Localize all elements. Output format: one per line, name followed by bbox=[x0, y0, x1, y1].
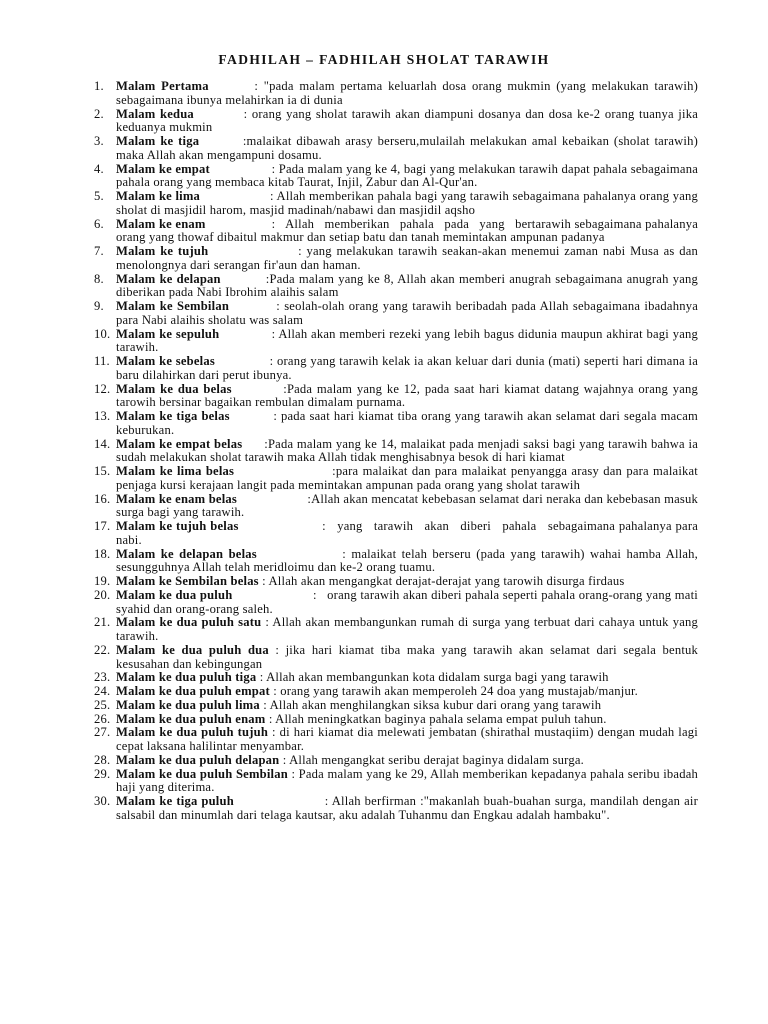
list-item bbox=[78, 381, 702, 411]
item-label: Malam ke Sembilan belas bbox=[116, 574, 259, 588]
item-number: 16. bbox=[94, 491, 111, 506]
item-text: :Pada malam yang ke 12, pada saat hari kiamat datang wajahnya orang yang tarowih bersinar bagaikan rembulan dimalam purnama. bbox=[116, 381, 702, 410]
item-label: Malam Pertama bbox=[116, 79, 209, 93]
item-text: : Allah berfirman :"makanlah buah-buahan surga, mandilah dengan air salsabil dan minumlah dari telaga kautsar, aku adalah Tuhanmu dan Engkau adalah hambaku". bbox=[116, 794, 702, 822]
list-item bbox=[78, 587, 702, 617]
item-text: :para malaikat dan para malaikat penyangga arasy dan para malaikat penjaga kursi kerajaan langit pada memintakan ampunan pada orang yang sholat tarawih bbox=[116, 464, 702, 492]
item-number: 6. bbox=[94, 216, 104, 231]
item-text: : Allah meningkatkan baginya pahala selama empat puluh tahun. bbox=[265, 711, 607, 726]
list-item bbox=[78, 642, 702, 672]
fadhilah-list bbox=[78, 79, 702, 823]
item-text: : Pada malam yang ke 29, Allah memberikan kepadanya pahala seribu ibadah haji yang diterima. bbox=[116, 766, 702, 795]
list-item bbox=[78, 794, 702, 823]
item-label: Malam ke tiga puluh bbox=[116, 794, 234, 808]
item-number: 29. bbox=[94, 766, 111, 781]
item-text: : Pada malam yang ke 4, bagi yang melakukan tarawih dapat pahala sebagaimana pahala orang yang membaca kitab Taurat, Injil, Zabur dan Al-Qur'an. bbox=[116, 161, 702, 190]
item-number: 4. bbox=[94, 161, 104, 176]
item-text: : Allah akan membangunkan kota didalam surga bagi yang tarawih bbox=[256, 670, 609, 685]
item-text: :malaikat dibawah arasy berseru,mulailah melakukan amal kebaikan (sholat tarawih) maka Allah akan mengampuni dosamu. bbox=[116, 134, 702, 162]
item-number: 23. bbox=[94, 670, 111, 685]
item-number: 27. bbox=[94, 725, 111, 740]
item-number: 14. bbox=[94, 436, 111, 451]
item-label: Malam ke dua puluh lima bbox=[116, 697, 260, 712]
item-number: 12. bbox=[94, 381, 111, 396]
item-text: : Allah akan mengangkat derajat-derajat yang tarowih disurga firdaus bbox=[258, 574, 625, 588]
item-number: 2. bbox=[94, 106, 104, 121]
item-label: Malam ke dua puluh Sembilan bbox=[116, 766, 288, 781]
list-item bbox=[78, 299, 702, 328]
item-number: 9. bbox=[94, 299, 104, 313]
item-text: : "pada malam pertama keluarlah dosa orang mukmin (yang melakukan tarawih) sebagaimana ibunya melahirkan ia di dunia bbox=[116, 79, 702, 107]
item-text: :Allah akan mencatat kebebasan selamat dari neraka dan kebebasan masuk surga bagi yang tarawih. bbox=[116, 491, 702, 520]
item-label: Malam ke tujuh bbox=[116, 244, 209, 258]
item-label: Malam ke tiga belas bbox=[116, 409, 230, 423]
item-number: 3. bbox=[94, 134, 104, 148]
item-label: Malam ke enam belas bbox=[116, 491, 237, 506]
list-item bbox=[78, 354, 702, 383]
item-text: : Allah memberikan pahala bagi yang tarawih sebagaimana pahalanya orang yang sholat di masjidil harom, masjid madinah/nabawi dan masjidil aqsho bbox=[116, 189, 702, 217]
item-number: 30. bbox=[94, 794, 111, 808]
item-label: Malam ke empat belas bbox=[116, 436, 243, 451]
list-item bbox=[78, 464, 702, 493]
item-label: Malam ke dua puluh bbox=[116, 587, 233, 602]
list-item bbox=[78, 491, 702, 521]
item-text: : yang tarawih akan diberi pahala sebagaimana pahalanya para nabi. bbox=[116, 519, 702, 547]
item-number: 7. bbox=[94, 244, 104, 258]
list-item bbox=[78, 326, 702, 356]
item-label: Malam ke delapan belas bbox=[116, 546, 257, 561]
item-text: :Pada malam yang ke 14, malaikat pada menjadi saksi bagi yang tarawih bahwa ia sudah melakukan sholat tarawih maka Allah tidak menghisabnya besok di hari kiamat bbox=[116, 436, 702, 465]
item-number: 19. bbox=[94, 574, 111, 588]
item-text: : jika hari kiamat tiba maka yang tarawih akan selamat dari segala bentuk kesusahan dan kebingungan bbox=[116, 642, 702, 671]
list-item bbox=[78, 161, 702, 191]
item-text: : orang yang tarawih akan memperoleh 24 doa yang mustajab/manjur. bbox=[269, 684, 639, 698]
list-item bbox=[78, 409, 702, 438]
item-label: Malam ke dua puluh empat bbox=[116, 684, 270, 698]
list-item bbox=[78, 713, 698, 727]
list-item bbox=[78, 725, 702, 754]
item-number: 25. bbox=[94, 697, 111, 712]
item-label: Malam ke dua puluh tiga bbox=[116, 670, 257, 685]
item-text: : pada saat hari kiamat tiba orang yang tarawih akan selamat dari segala macam keburukan. bbox=[116, 409, 702, 437]
item-text: : orang yang sholat tarawih akan diampuni dosanya dan dosa ke-2 orang tuanya jika keduanya mukmin bbox=[116, 106, 702, 135]
item-number: 18. bbox=[94, 546, 111, 561]
item-text: :Pada malam yang ke 8, Allah akan memberi anugrah sebagaimana anugrah yang diberikan pada Nabi Ibrohim alaihis salam bbox=[116, 271, 702, 300]
item-number: 28. bbox=[94, 752, 111, 767]
item-number: 17. bbox=[94, 519, 111, 533]
item-label: Malam ke dua puluh delapan bbox=[116, 752, 280, 767]
list-item bbox=[78, 766, 702, 796]
item-number: 1. bbox=[94, 79, 104, 93]
item-label: Malam ke tujuh belas bbox=[116, 519, 239, 533]
item-label: Malam ke lima bbox=[116, 189, 201, 203]
item-text: : Allah akan memberi rezeki yang lebih bagus didunia maupun akhirat bagi yang tarawih. bbox=[116, 326, 702, 355]
list-item bbox=[78, 271, 702, 301]
list-item bbox=[78, 615, 702, 644]
item-number: 21. bbox=[94, 615, 111, 630]
item-label: Malam ke sebelas bbox=[116, 354, 215, 368]
item-number: 15. bbox=[94, 464, 111, 478]
item-number: 5. bbox=[94, 189, 104, 203]
item-number: 11. bbox=[94, 354, 110, 368]
list-item bbox=[78, 685, 698, 699]
item-number: 24. bbox=[94, 684, 111, 698]
list-item bbox=[78, 546, 702, 576]
item-label: Malam ke lima belas bbox=[116, 464, 235, 478]
list-item bbox=[78, 436, 702, 466]
item-number: 26. bbox=[94, 711, 111, 726]
item-label: Malam ke enam bbox=[116, 216, 206, 231]
item-number: 13. bbox=[94, 409, 111, 423]
item-text: : malaikat telah berseru (pada yang tarawih) wahai hamba Allah, sesungguhnya Allah telah meridloimu dan ke-2 orang tuamu. bbox=[116, 546, 702, 575]
list-item bbox=[78, 134, 702, 163]
item-text: : Allah memberikan pahala pada yang bertarawih sebagaimana pahalanya orang yang thowaf dibaitul makmur dan setiap batu dan tanah memintakan ampunan padanya bbox=[116, 216, 702, 245]
item-number: 8. bbox=[94, 271, 104, 286]
item-label: Malam kedua bbox=[116, 106, 194, 121]
list-item bbox=[78, 575, 698, 589]
list-item bbox=[78, 671, 698, 685]
item-text: : orang yang tarawih kelak ia akan keluar dari dunia (mati) seperti hari dimana ia baru dilahirkan dari perut ibunya. bbox=[116, 354, 702, 382]
item-text: : seolah-olah orang yang tarawih beribadah pada Allah sebagaimana ibadahnya para Nabi alaihis sholatu was salam bbox=[116, 299, 702, 327]
list-item bbox=[78, 106, 702, 136]
item-number: 22. bbox=[94, 642, 111, 657]
item-label: Malam ke Sembilan bbox=[116, 299, 230, 313]
list-item bbox=[78, 216, 702, 246]
item-text: : yang melakukan tarawih seakan-akan menemui zaman nabi Musa as dan menolongnya dari serangan fir'aun dan haman. bbox=[116, 244, 702, 272]
document-title: FADHILAH – FADHILAH SHOLAT TARAWIH bbox=[218, 52, 550, 67]
item-number: 10. bbox=[94, 326, 111, 341]
list-item bbox=[78, 519, 702, 548]
list-item bbox=[78, 754, 698, 768]
list-item bbox=[78, 699, 698, 713]
item-label: Malam ke dua puluh tujuh bbox=[116, 725, 269, 740]
item-text: : orang tarawih akan diberi pahala seperti pahala orang-orang yang mati syahid dan orang-orang saleh. bbox=[116, 587, 702, 616]
list-item bbox=[78, 244, 702, 273]
item-label: Malam ke empat bbox=[116, 161, 210, 176]
item-label: Malam ke dua puluh dua bbox=[116, 642, 269, 657]
item-text: : Allah mengangkat seribu derajat baginya didalam surga. bbox=[279, 752, 584, 767]
item-text: : Allah akan menghilangkan siksa kubur dari orang yang tarawih bbox=[259, 697, 602, 712]
list-item bbox=[78, 189, 702, 218]
item-label: Malam ke tiga bbox=[116, 134, 200, 148]
item-label: Malam ke dua puluh satu bbox=[116, 615, 262, 630]
list-item bbox=[78, 79, 702, 108]
item-label: Malam ke dua belas bbox=[116, 381, 232, 396]
item-label: Malam ke sepuluh bbox=[116, 326, 220, 341]
item-label: Malam ke dua puluh enam bbox=[116, 711, 266, 726]
item-number: 20. bbox=[94, 587, 111, 602]
item-text: : Allah akan membangunkan rumah di surga yang terbuat dari cahaya untuk yang tarawih. bbox=[116, 615, 702, 643]
item-text: : di hari kiamat dia melewati jembatan (shirathal mustaqiim) dengan mudah lagi cepat laksana halilintar menyambar. bbox=[116, 725, 702, 753]
item-label: Malam ke delapan bbox=[116, 271, 221, 286]
